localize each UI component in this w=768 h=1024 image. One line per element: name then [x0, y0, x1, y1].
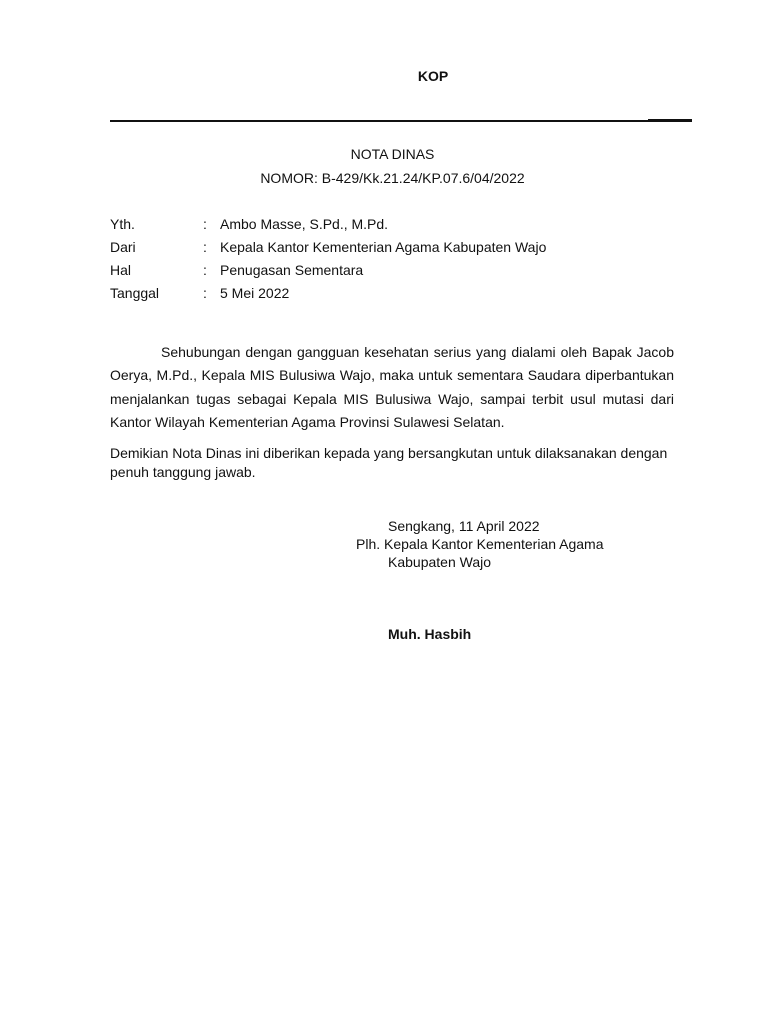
meta-label: Hal — [110, 262, 132, 278]
meta-colon: : — [203, 216, 207, 232]
letterhead-divider-end — [648, 119, 692, 122]
letterhead-kop: KOP — [417, 68, 449, 84]
meta-label: Tanggal — [110, 285, 160, 301]
meta-value: 5 Mei 2022 — [220, 285, 290, 301]
body-paragraph-1: Sehubungan dengan gangguan kesehatan serius yang dialami oleh Bapak Jacob Oerya, M.Pd., Kepala MIS Bulusiwa Wajo, maka untuk sementara Saudara diperbantukan menjalankan tugas sebagai Kepala MIS Bulusiwa Wajo, sampai terbit usul mutasi dari Kantor Wilayah Kementerian Agama Provinsi Sulawesi Selatan. — [110, 344, 674, 430]
document-number: NOMOR: B-429/Kk.21.24/KP.07.6/04/2022 — [260, 170, 525, 186]
meta-label: Dari — [110, 239, 136, 255]
body-paragraph-2: Demikian Nota Dinas ini diberikan kepada yang bersangkutan untuk dilaksanakan dengan penuh tanggung jawab. — [110, 445, 668, 480]
meta-colon: : — [203, 285, 207, 301]
meta-row-recipient — [110, 215, 675, 238]
letterhead-divider — [110, 120, 692, 122]
meta-value: Kepala Kantor Kementerian Agama Kabupaten Wajo — [220, 239, 547, 255]
meta-colon: : — [203, 262, 207, 278]
meta-label: Yth. — [110, 216, 135, 232]
signature-role-line-1: Plh. Kepala Kantor Kementerian Agama — [356, 536, 604, 552]
meta-value: Penugasan Sementara — [220, 262, 364, 278]
document-title: NOTA DINAS — [350, 146, 435, 162]
meta-row-sender — [110, 238, 675, 261]
signature-place-date: Sengkang, 11 April 2022 — [388, 518, 540, 534]
meta-row-date — [110, 284, 675, 307]
meta-value: Ambo Masse, S.Pd., M.Pd. — [220, 216, 389, 232]
signatory-name: Muh. Hasbih — [388, 626, 472, 642]
meta-row-subject — [110, 261, 675, 284]
memo-header-fields — [110, 215, 675, 307]
meta-colon: : — [203, 239, 207, 255]
signature-role-line-2: Kabupaten Wajo — [388, 554, 491, 570]
